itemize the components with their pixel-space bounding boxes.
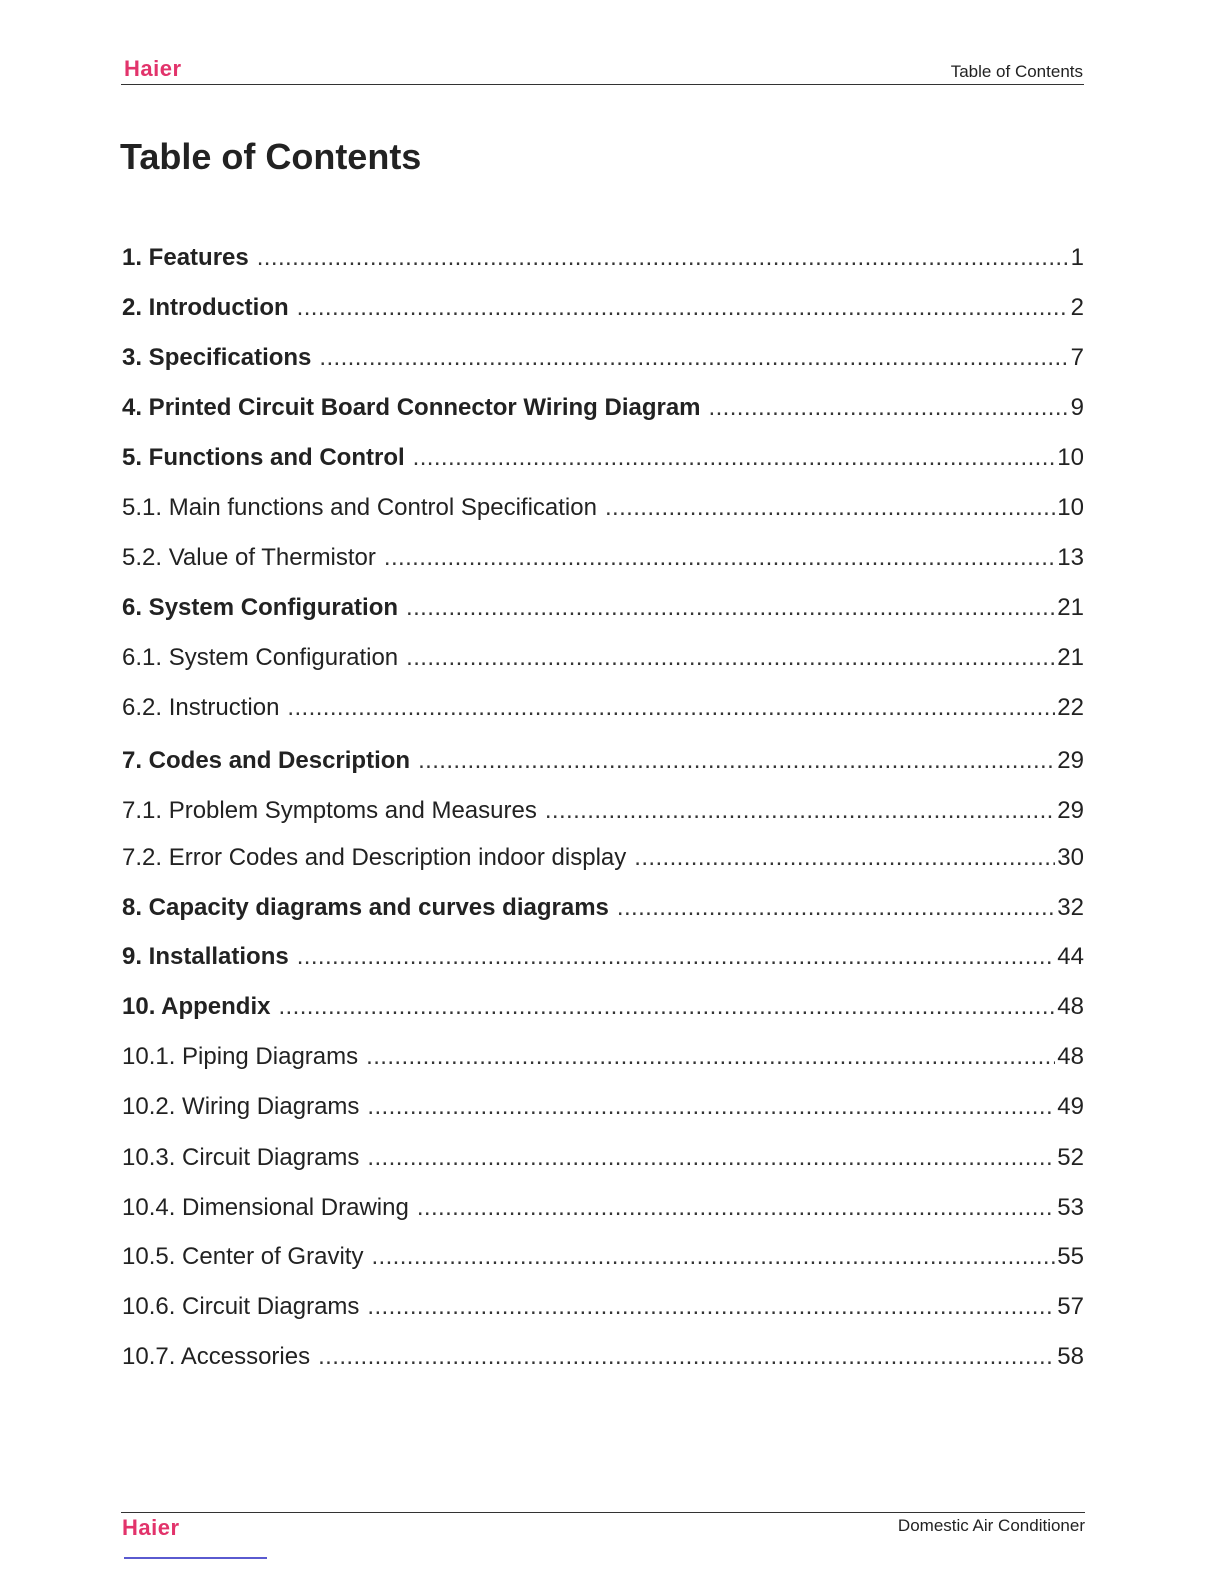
toc-entry[interactable] bbox=[122, 1090, 1084, 1124]
toc-entry-page: 13 bbox=[1057, 544, 1084, 571]
toc-entry-page: 57 bbox=[1057, 1293, 1084, 1320]
toc-entry[interactable] bbox=[122, 1141, 1084, 1175]
toc-entry-label: 7. Codes and Description bbox=[122, 747, 411, 774]
toc-leader-dots bbox=[617, 891, 1055, 925]
haier-logo: Haier bbox=[124, 56, 182, 81]
toc-entry-label: 10.2. Wiring Diagrams bbox=[122, 1093, 360, 1120]
toc-entry-page: 2 bbox=[1070, 294, 1084, 321]
toc-entry-label: 10.1. Piping Diagrams bbox=[122, 1043, 359, 1070]
toc-entry-label: 10.3. Circuit Diagrams bbox=[122, 1144, 360, 1171]
toc-entry[interactable] bbox=[122, 940, 1084, 974]
toc-entry-page: 9 bbox=[1070, 394, 1084, 421]
toc-leader-dots bbox=[406, 591, 1055, 625]
page-header bbox=[121, 56, 1084, 85]
toc-leader-dots bbox=[417, 1191, 1055, 1225]
toc-leader-dots bbox=[278, 990, 1055, 1024]
toc-entry-label: 2. Introduction bbox=[122, 294, 289, 321]
footer-link-underline bbox=[124, 1557, 267, 1559]
toc-entry-label: 6.1. System Configuration bbox=[122, 644, 399, 671]
toc-entry-label: 1. Features bbox=[122, 244, 249, 271]
page-footer bbox=[121, 1512, 1085, 1543]
toc-leader-dots bbox=[545, 794, 1055, 828]
toc-leader-dots bbox=[257, 241, 1069, 275]
toc-leader-dots bbox=[634, 841, 1055, 875]
toc-leader-dots bbox=[371, 1240, 1055, 1274]
toc-entry-page: 30 bbox=[1057, 844, 1084, 871]
toc-leader-dots bbox=[297, 940, 1056, 974]
toc-entry[interactable] bbox=[122, 794, 1084, 828]
toc-entry-label: 6. System Configuration bbox=[122, 594, 399, 621]
toc-leader-dots bbox=[384, 541, 1055, 575]
toc-entry[interactable] bbox=[122, 1040, 1084, 1074]
toc-entry-page: 21 bbox=[1057, 644, 1084, 671]
toc-entry-page: 58 bbox=[1057, 1343, 1084, 1370]
toc-leader-dots bbox=[366, 1040, 1055, 1074]
toc-leader-dots bbox=[367, 1290, 1055, 1324]
toc-entry[interactable] bbox=[122, 1290, 1084, 1324]
toc-entry-label: 5. Functions and Control bbox=[122, 444, 405, 471]
toc-entry[interactable] bbox=[122, 1240, 1084, 1274]
toc-entry[interactable] bbox=[122, 591, 1084, 625]
toc-leader-dots bbox=[319, 341, 1068, 375]
toc-entry-page: 55 bbox=[1057, 1243, 1084, 1270]
toc-leader-dots bbox=[297, 291, 1069, 325]
toc-entry[interactable] bbox=[122, 441, 1084, 475]
toc-entry-page: 22 bbox=[1057, 694, 1084, 721]
toc-leader-dots bbox=[406, 641, 1055, 675]
toc-entry-label: 8. Capacity diagrams and curves diagrams bbox=[122, 894, 609, 921]
toc-entry-label: 10.4. Dimensional Drawing bbox=[122, 1194, 409, 1221]
toc-leader-dots bbox=[605, 491, 1055, 525]
header-section-title: Table of Contents bbox=[950, 62, 1083, 81]
toc-entry-label: 5.1. Main functions and Control Specification bbox=[122, 494, 597, 521]
toc-leader-dots bbox=[413, 441, 1056, 475]
toc-entry[interactable] bbox=[122, 691, 1084, 725]
toc-entry-label: 10.6. Circuit Diagrams bbox=[122, 1293, 360, 1320]
toc-entry-label: 7.1. Problem Symptoms and Measures bbox=[122, 797, 537, 824]
toc-leader-dots bbox=[367, 1090, 1055, 1124]
toc-entry-label: 10. Appendix bbox=[122, 993, 271, 1020]
toc-entry[interactable] bbox=[122, 1191, 1084, 1225]
toc-entry-page: 21 bbox=[1057, 594, 1084, 621]
toc-entry-page: 49 bbox=[1057, 1093, 1084, 1120]
toc-leader-dots bbox=[709, 391, 1069, 425]
toc-entry-label: 5.2. Value of Thermistor bbox=[122, 544, 376, 571]
toc-entry[interactable] bbox=[122, 391, 1084, 425]
toc-entry[interactable] bbox=[122, 241, 1084, 275]
toc-entry-page: 29 bbox=[1057, 797, 1084, 824]
footer-document-title: Domestic Air Conditioner bbox=[897, 1516, 1085, 1535]
toc-entry[interactable] bbox=[122, 744, 1084, 778]
toc-entry-page: 53 bbox=[1057, 1194, 1084, 1221]
page-title: Table of Contents bbox=[120, 136, 422, 177]
toc-entry-page: 44 bbox=[1057, 943, 1084, 970]
toc-entry-label: 10.5. Center of Gravity bbox=[122, 1243, 364, 1270]
toc-leader-dots bbox=[318, 1340, 1055, 1374]
toc-entry-page: 48 bbox=[1057, 993, 1084, 1020]
toc-entry-page: 10 bbox=[1057, 494, 1084, 521]
toc-entry-page: 1 bbox=[1070, 244, 1084, 271]
toc-entry-page: 7 bbox=[1070, 344, 1084, 371]
toc-entry-page: 32 bbox=[1057, 894, 1084, 921]
toc-entry-label: 4. Printed Circuit Board Connector Wiring Diagram bbox=[122, 394, 701, 421]
toc-entry-page: 52 bbox=[1057, 1144, 1084, 1171]
toc-leader-dots bbox=[287, 691, 1055, 725]
toc-entry-page: 48 bbox=[1057, 1043, 1084, 1070]
toc-entry[interactable] bbox=[122, 841, 1084, 875]
toc-entry[interactable] bbox=[122, 541, 1084, 575]
toc-entry[interactable] bbox=[122, 491, 1084, 525]
toc-entry-label: 9. Installations bbox=[122, 943, 289, 970]
haier-logo: Haier bbox=[122, 1515, 180, 1540]
toc-entry[interactable] bbox=[122, 990, 1084, 1024]
toc-entry-label: 10.7. Accessories bbox=[122, 1343, 311, 1370]
toc-entry[interactable] bbox=[122, 341, 1084, 375]
toc-entry-page: 29 bbox=[1057, 747, 1084, 774]
toc-entry-label: 3. Specifications bbox=[122, 344, 312, 371]
toc-entry[interactable] bbox=[122, 291, 1084, 325]
toc-entry[interactable] bbox=[122, 1340, 1084, 1374]
toc-entry-page: 10 bbox=[1057, 444, 1084, 471]
toc-leader-dots bbox=[367, 1141, 1055, 1175]
toc-entry[interactable] bbox=[122, 891, 1084, 925]
toc-entry[interactable] bbox=[122, 641, 1084, 675]
toc-entry-label: 6.2. Instruction bbox=[122, 694, 280, 721]
toc-entry-label: 7.2. Error Codes and Description indoor display bbox=[122, 844, 627, 871]
toc-leader-dots bbox=[418, 744, 1055, 778]
